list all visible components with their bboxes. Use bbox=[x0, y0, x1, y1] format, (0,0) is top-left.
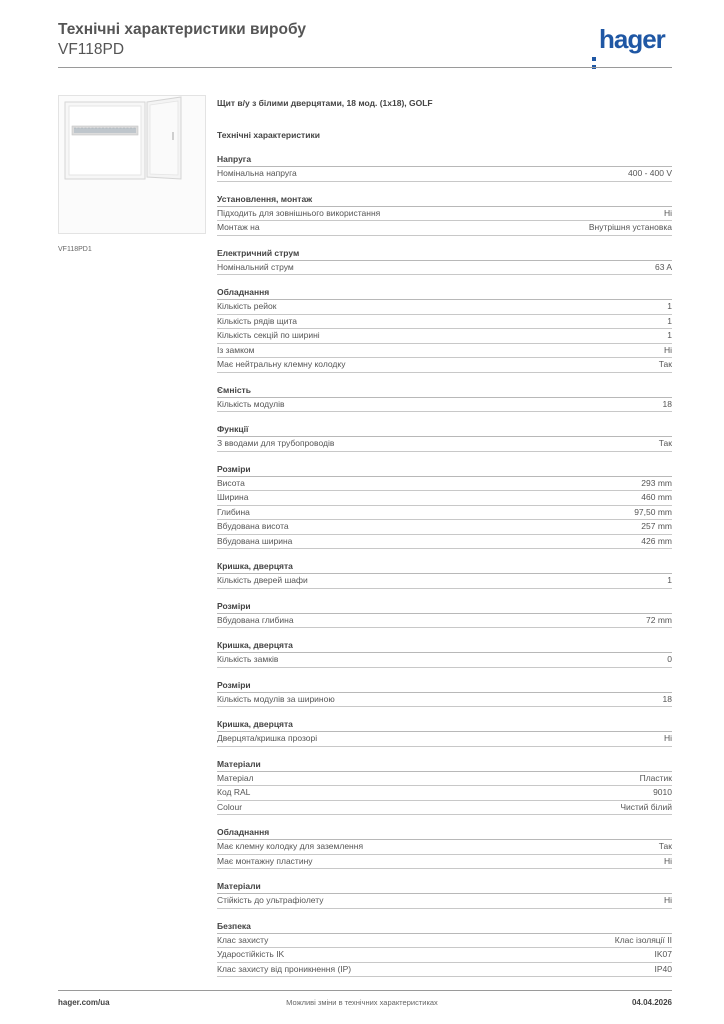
spec-value: 1 bbox=[667, 301, 672, 311]
spec-row bbox=[217, 535, 672, 550]
spec-label: Ширина bbox=[217, 492, 249, 502]
spec-label: Номінальний струм bbox=[217, 261, 294, 272]
spec-label: Має нейтральну клемну колодку bbox=[217, 359, 346, 369]
spec-group-title: Ємність bbox=[217, 383, 672, 398]
spec-value: 0 bbox=[667, 654, 672, 664]
spec-label: Кількість замків bbox=[217, 654, 279, 664]
spec-row bbox=[217, 491, 672, 506]
spec-group bbox=[217, 192, 672, 236]
spec-value: 63 A bbox=[654, 261, 672, 272]
spec-value: Внутрішня установка bbox=[588, 222, 672, 232]
spec-group-title: Кришка, дверцята bbox=[217, 717, 672, 732]
spec-group bbox=[217, 559, 672, 589]
spec-group bbox=[217, 422, 672, 452]
spec-group-title: Кришка, дверцята bbox=[217, 559, 672, 574]
spec-row bbox=[217, 855, 672, 870]
spec-group bbox=[217, 717, 672, 747]
spec-row bbox=[217, 574, 672, 589]
spec-value: 400 - 400 V bbox=[628, 168, 672, 178]
spec-label: Код RAL bbox=[217, 787, 251, 797]
spec-label: Глибина bbox=[217, 506, 250, 517]
spec-group-title: Функції bbox=[217, 422, 672, 437]
spec-row bbox=[217, 398, 672, 413]
spec-group-title: Електричний струм bbox=[217, 246, 672, 261]
spec-value: 293 mm bbox=[641, 477, 672, 488]
spec-label: Кількість секцій по ширині bbox=[217, 330, 320, 340]
spec-value: 257 mm bbox=[641, 521, 672, 531]
spec-row bbox=[217, 963, 672, 978]
spec-row bbox=[217, 344, 672, 359]
spec-row bbox=[217, 840, 672, 855]
spec-row bbox=[217, 732, 672, 747]
spec-label: Colour bbox=[217, 801, 243, 812]
spec-row bbox=[217, 329, 672, 344]
spec-group-title: Матеріали bbox=[217, 879, 672, 894]
spec-label: Має клемну колодку для заземлення bbox=[217, 841, 364, 851]
spec-label: Вбудована глибина bbox=[217, 614, 294, 625]
spec-group bbox=[217, 825, 672, 869]
spec-value: 1 bbox=[667, 330, 672, 340]
spec-group-title: Установлення, монтаж bbox=[217, 192, 672, 207]
spec-group bbox=[217, 678, 672, 708]
spec-label: Висота bbox=[217, 477, 245, 488]
spec-value: IK07 bbox=[654, 949, 672, 959]
spec-value: 18 bbox=[662, 693, 672, 704]
spec-label: Матеріал bbox=[217, 772, 254, 783]
footer-website[interactable]: hager.com/ua bbox=[58, 998, 110, 1007]
spec-group bbox=[217, 462, 672, 550]
spec-group-title: Обладнання bbox=[217, 285, 672, 300]
footer-divider bbox=[58, 990, 672, 991]
spec-row bbox=[217, 437, 672, 452]
spec-label: Кількість рейок bbox=[217, 301, 277, 311]
spec-value: 97,50 mm bbox=[634, 506, 672, 517]
spec-label: Монтаж на bbox=[217, 222, 260, 232]
spec-group-title: Напруга bbox=[217, 152, 672, 167]
spec-value: 460 mm bbox=[641, 492, 672, 502]
spec-value: Так bbox=[658, 438, 672, 448]
logo-text: hager bbox=[599, 24, 665, 54]
spec-row bbox=[217, 934, 672, 949]
spec-group-title: Обладнання bbox=[217, 825, 672, 840]
spec-group bbox=[217, 638, 672, 668]
spec-group-title: Розміри bbox=[217, 462, 672, 477]
footer-date: 04.04.2026 bbox=[631, 998, 672, 1007]
spec-content bbox=[217, 96, 672, 977]
spec-label: Номінальна напруга bbox=[217, 168, 297, 178]
spec-value: 426 mm bbox=[641, 535, 672, 546]
hager-logo bbox=[592, 24, 665, 54]
spec-value: Пластик bbox=[639, 772, 672, 783]
spec-row bbox=[217, 614, 672, 629]
spec-row bbox=[217, 801, 672, 816]
spec-groups bbox=[217, 152, 672, 977]
spec-row bbox=[217, 948, 672, 963]
spec-row bbox=[217, 894, 672, 909]
spec-value: Ні bbox=[663, 855, 672, 866]
spec-label: Підходить для зовнішнього використання bbox=[217, 207, 381, 218]
spec-row bbox=[217, 477, 672, 492]
spec-label: Клас захисту від проникнення (IP) bbox=[217, 963, 352, 974]
spec-label: Вбудована висота bbox=[217, 521, 289, 531]
spec-group bbox=[217, 599, 672, 629]
spec-label: Кількість рядів щита bbox=[217, 315, 297, 326]
spec-row bbox=[217, 506, 672, 521]
spec-value: 72 mm bbox=[646, 614, 672, 625]
spec-group bbox=[217, 285, 672, 373]
spec-row bbox=[217, 261, 672, 276]
spec-row bbox=[217, 300, 672, 315]
spec-section-title: Технічні характеристики bbox=[217, 130, 320, 140]
spec-row bbox=[217, 693, 672, 708]
spec-group-title: Безпека bbox=[217, 919, 672, 934]
spec-group bbox=[217, 246, 672, 276]
product-description: Щит в/у з білими дверцятами, 18 мод. (1х18), GOLF bbox=[217, 98, 433, 108]
spec-group-title: Матеріали bbox=[217, 757, 672, 772]
spec-value: Так bbox=[658, 359, 672, 369]
spec-group bbox=[217, 879, 672, 909]
spec-label: Кількість дверей шафи bbox=[217, 575, 308, 585]
image-code: VF118PD1 bbox=[58, 246, 92, 253]
spec-value: Ні bbox=[663, 895, 672, 905]
spec-label: Клас захисту bbox=[217, 934, 269, 945]
spec-group bbox=[217, 757, 672, 816]
spec-label: Кількість модулів за шириною bbox=[217, 693, 335, 704]
spec-value: 9010 bbox=[653, 787, 672, 797]
spec-label: Вбудована ширина bbox=[217, 535, 293, 546]
spec-row bbox=[217, 167, 672, 182]
spec-value: Ні bbox=[663, 733, 672, 743]
spec-row bbox=[217, 358, 672, 373]
spec-group-title: Розміри bbox=[217, 599, 672, 614]
spec-label: Дверцята/кришка прозорі bbox=[217, 733, 318, 743]
spec-value: Ні bbox=[663, 344, 672, 355]
spec-row bbox=[217, 520, 672, 535]
spec-row bbox=[217, 207, 672, 222]
spec-group bbox=[217, 383, 672, 413]
footer-note: Можливі зміни в технічних характеристиках bbox=[286, 998, 438, 1007]
distribution-board-image bbox=[59, 96, 205, 233]
spec-value: 1 bbox=[667, 315, 672, 326]
spec-label: Має монтажну пластину bbox=[217, 855, 313, 866]
spec-row bbox=[217, 653, 672, 668]
spec-value: Ні bbox=[663, 207, 672, 218]
spec-label: Кількість модулів bbox=[217, 398, 285, 409]
product-image bbox=[58, 95, 206, 234]
spec-label: Ударостійкість IK bbox=[217, 949, 285, 959]
spec-value: 1 bbox=[667, 575, 672, 585]
spec-value: Клас ізоляції II bbox=[614, 934, 672, 945]
spec-group-title: Кришка, дверцята bbox=[217, 638, 672, 653]
spec-value: IP40 bbox=[654, 963, 672, 974]
spec-row bbox=[217, 315, 672, 330]
header-divider bbox=[58, 67, 672, 68]
spec-row bbox=[217, 786, 672, 801]
document-title: Технічні характеристики виробу bbox=[58, 21, 306, 38]
spec-row bbox=[217, 221, 672, 236]
spec-value: Так bbox=[658, 841, 672, 851]
spec-value: Чистий білий bbox=[620, 801, 672, 812]
spec-group bbox=[217, 152, 672, 182]
spec-row bbox=[217, 772, 672, 787]
spec-label: З вводами для трубопроводів bbox=[217, 438, 335, 448]
spec-group-title: Розміри bbox=[217, 678, 672, 693]
spec-label: Стійкість до ультрафіолету bbox=[217, 895, 324, 905]
product-code: VF118PD bbox=[58, 41, 125, 58]
spec-value: 18 bbox=[662, 398, 672, 409]
spec-label: Із замком bbox=[217, 344, 255, 355]
document-header bbox=[58, 20, 306, 59]
spec-group bbox=[217, 919, 672, 978]
